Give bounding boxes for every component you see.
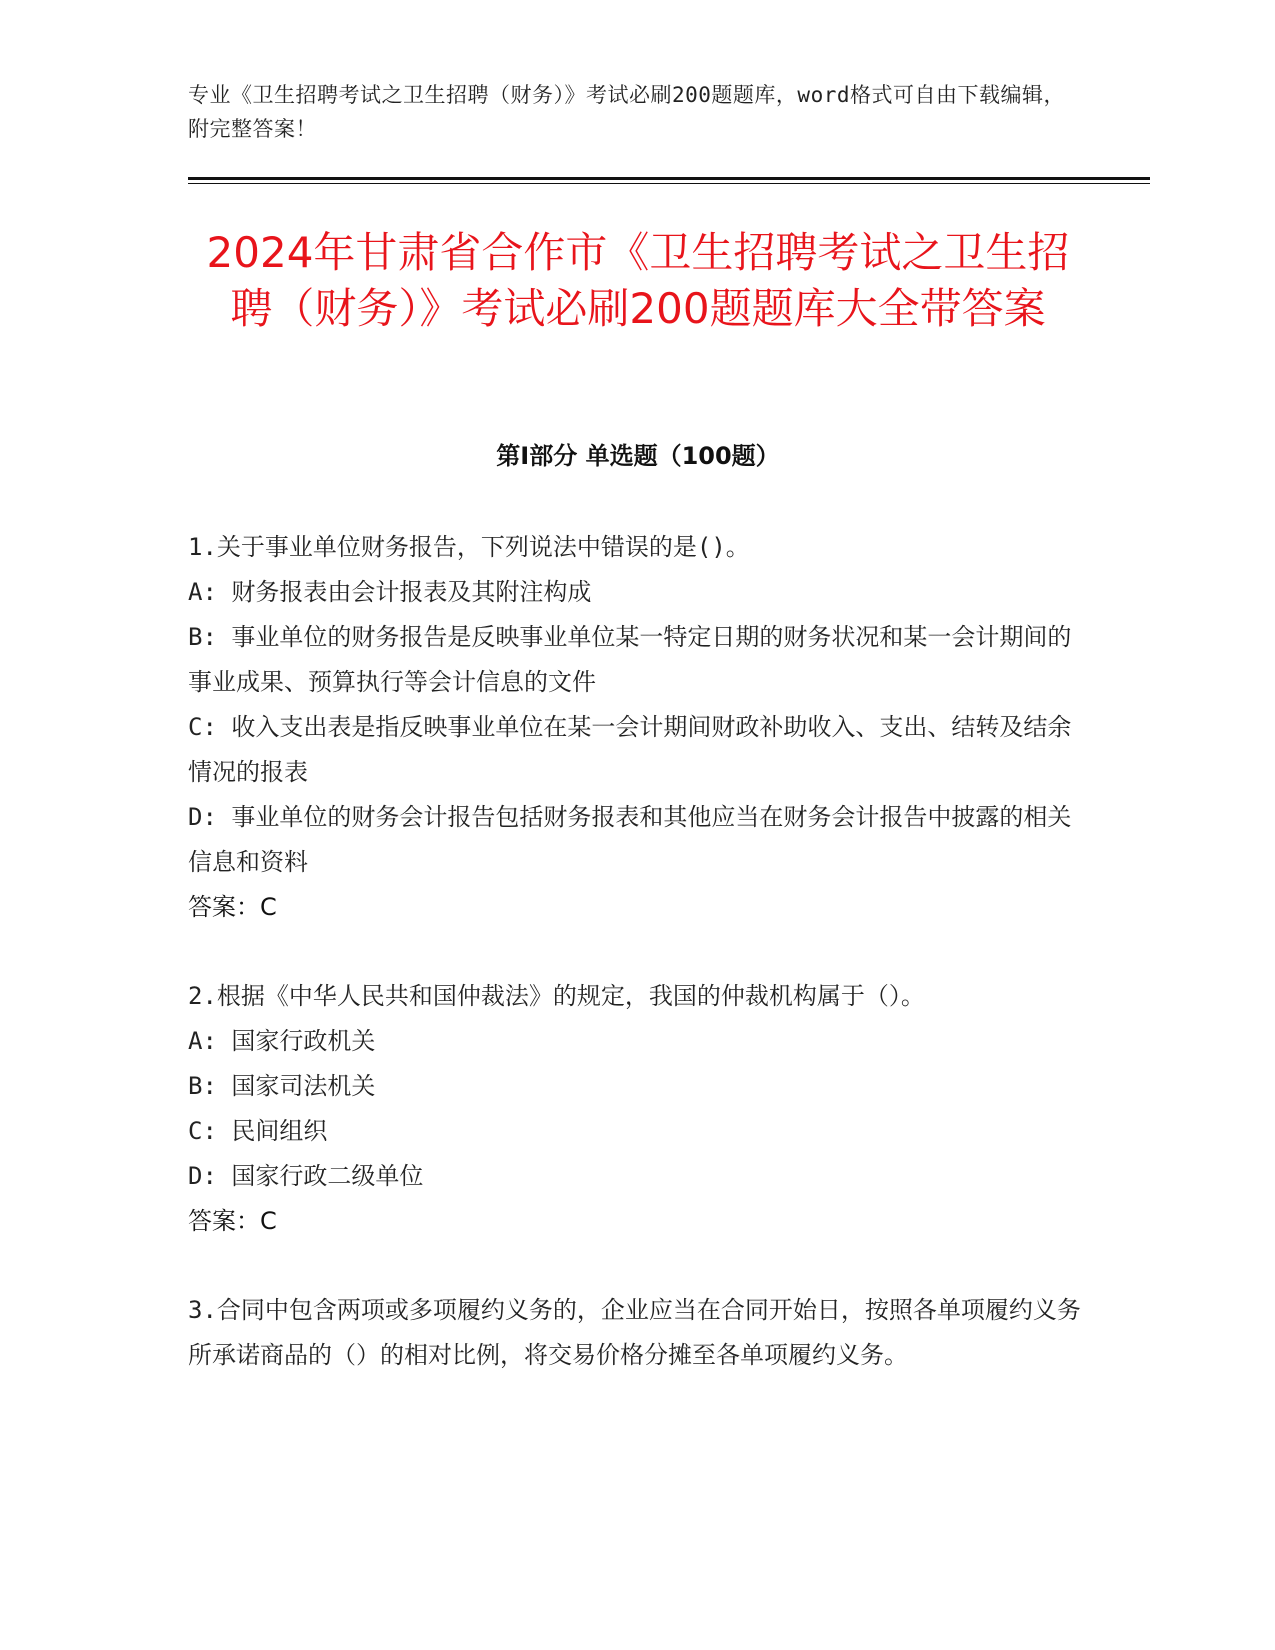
option-a: A: 财务报表由会计报表及其附注构成 (188, 578, 592, 606)
answer: 答案：C (188, 893, 277, 921)
header-note: 专业《卫生招聘考试之卫生招聘（财务）》考试必刷200题题库，word格式可自由下载编辑，附完整答案！ (188, 83, 1065, 141)
option-d: D: 事业单位的财务会计报告包括财务报表和其他应当在财务会计报告中披露的相关信息和资料 (188, 803, 1072, 876)
document-title: 2024年甘肃省合作市《卫生招聘考试之卫生招聘（财务）》考试必刷200题题库大全带答案 (206, 228, 1070, 333)
question-stem: 1.关于事业单位财务报告，下列说法中错误的是()。 (188, 533, 750, 561)
option-d: D: 国家行政二级单位 (188, 1162, 424, 1190)
section-title: 第Ⅰ部分 单选题（100题） (496, 442, 780, 470)
question-3 (188, 1288, 1088, 1378)
question-list (188, 525, 1088, 1422)
option-c: C: 民间组织 (188, 1117, 328, 1145)
question-2 (188, 974, 1088, 1244)
option-a: A: 国家行政机关 (188, 1027, 376, 1055)
question-stem: 3.合同中包含两项或多项履约义务的，企业应当在合同开始日，按照各单项履约义务所承诺商品的（）的相对比例，将交易价格分摊至各单项履约义务。 (188, 1296, 1081, 1369)
answer: 答案：C (188, 1207, 277, 1235)
header-rule-thin (188, 183, 1150, 184)
option-b: B: 国家司法机关 (188, 1072, 376, 1100)
option-c: C: 收入支出表是指反映事业单位在某一会计期间财政补助收入、支出、结转及结余情况的报表 (188, 713, 1072, 786)
header-rule-thick (188, 177, 1150, 180)
question-1 (188, 525, 1088, 930)
option-b: B: 事业单位的财务报告是反映事业单位某一特定日期的财务状况和某一会计期间的事业成果、预算执行等会计信息的文件 (188, 623, 1072, 696)
question-stem: 2.根据《中华人民共和国仲裁法》的规定，我国的仲裁机构属于（）。 (188, 982, 925, 1010)
